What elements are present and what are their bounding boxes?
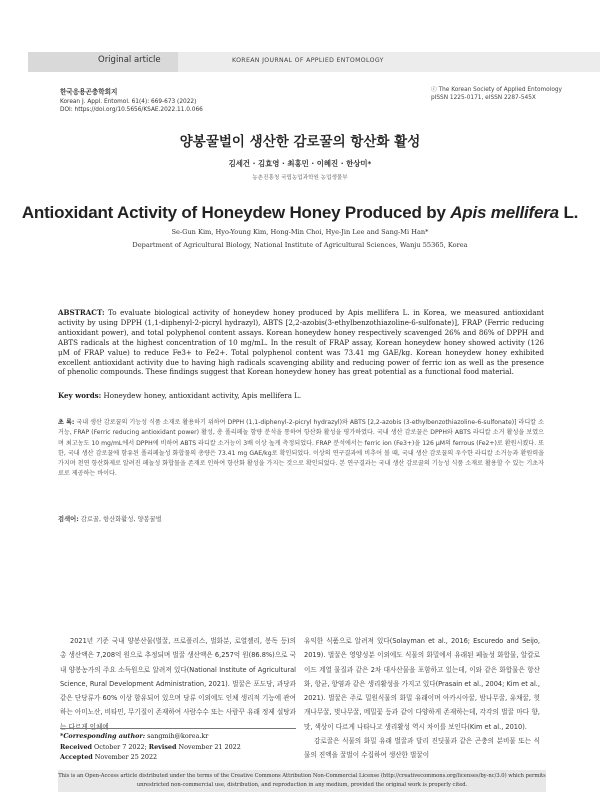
license-box: This is an Open-Access article distributed under the terms of the Creative Commons Attribution Non-Commercial License (http://creativecommons.org/licenses/by-nc/3.0) which permits unrestricted non-commercial use, distribution, and reproduction in any medium, provided the original work is properly cited. — [58, 770, 546, 792]
keywords-korean-label: 검색어: — [58, 516, 79, 523]
body-column-right — [304, 634, 540, 763]
title-english — [0, 203, 600, 223]
body-column-left — [60, 634, 296, 734]
journal-kr: 한국응용곤충학회지 — [60, 88, 118, 96]
abstract-korean-text: 국내 생산 감로꿀의 기능성 식품 소재로 활용하기 위하여 DPPH (1,1-diphenyl-2-picryl hydrazyl)와 ABTS [2,2-azobis (3-ethylbenzothiazoline-6-sulfonate)] 라디칼 소거능, FRAP (Ferric reducing antioxidant power) 활성, 총 폴리페놀 함량 분석을 통하여 항산화 활성을 평가하였다. 국내 생산 감로꿀은 DPPH와 ABTS 라디칼 소거 활성을 보였으며 최고농도 10 mg/mL에서 DPPH에 비하여 ABTS 라디칼 소거능이 3배 이상 높게 측정되었다. FRAP 분석에서는 ferric ion (Fe3+)을 126 μM의 ferrous (Fe2+)로 환원시켰다. 또한, 국내 생산 감로꿀에 함유된 폴리페놀성 화합물의 총량은 73.41 mg GAE/kg로 확인되었다. 이상의 연구결과에 비추어 볼 때, 국내 생산 감로꿀의 우수한 라디칼 소거능과 환원력을 가지며 천연 항산화제로 알려진 페놀성 화합물을 존재로 인하여 항산화 활성을 가지는 것으로 확인되었다. 본 연구결과는 국내 생산 감로꿀의 기능성 식품 소재로 활용할 수 있는 기초자료로 제공하는 바이다. — [58, 419, 544, 478]
authors-korean: 김세건 · 김효영 · 최홍민 · 이혜진 · 한상미* — [228, 159, 372, 168]
keywords-korean — [58, 514, 544, 523]
body-paragraph: 감로꿀은 식물의 화밀 유래 벌꿀과 달리 진딧물과 같은 곤충의 분비물 또는 식물의 진액을 꿀벌이 수집하여 생산한 벌꿀이 — [304, 737, 540, 760]
society-block — [431, 86, 562, 102]
affiliation-korean: 농촌진흥청 국립농업과학원 농업생물부 — [252, 175, 348, 181]
accepted-label: Accepted — [60, 753, 93, 761]
keywords-korean-text: 감로꿀, 항산화활성, 양봉꿀벌 — [78, 516, 162, 523]
accepted — [60, 752, 296, 763]
citation: Korean J. Appl. Entomol. 61(4): 669-673 (2022) — [60, 99, 197, 105]
affiliation-english: Department of Agricultural Biology, National Institute of Agricultural Sciences, Wanju 55365, Korea — [132, 241, 468, 249]
title-english-prefix: Antioxidant Activity of Honeydew Honey Produced by — [21, 203, 451, 222]
citation-block — [60, 86, 203, 114]
body-paragraph: 2021년 기준 국내 양봉산물(벌꿀, 프로폴리스, 벌화분, 로열젤리, 봉독 등)의 총 생산액은 7,208억 원으로 추정되며 벌꿀 생산액은 6,257억 원(86.8%)으로 국내 양봉농가의 주요 소득원으로 알려져 있다(National Institute of Agricultural Science, Rural Development Administration, 2021). 벌꿀은 포도당, 과당과 같은 단당류가 60% 이상 함유되어 있으며 당류 이외에도 인체 생리적 기능에 관여하는 아미노산, 비타민, 무기질이 존재하여 사람수수 또는 사람꾸 유래 정제 설탕과는 다르게 인체에 — [60, 637, 296, 731]
received-revised — [60, 742, 296, 753]
footnote — [60, 731, 296, 763]
title-korean: 양봉꿀벌이 생산한 감로꿀의 항산화 활성 — [179, 134, 421, 150]
keywords-english-text: Honeydew honey, antioxidant activity, Apis mellifera L. — [101, 391, 302, 400]
corresponding-email[interactable]: sangmih@korea.kr — [145, 732, 209, 740]
corresponding-author — [60, 731, 296, 742]
body-paragraph: 유익한 식품으로 알려져 있다(Solayman et al., 2016; Escuredo and Seijo, 2019). 벌꿀은 영양성분 이외에도 식물의 화밀에서 유래된 페놀성 화합물, 알칼로이드 계열 물질과 같은 2차 대사산물을 포함하고 있는데, 이와 같은 화합물은 항산화, 항균, 항염과 같은 생리활성을 가지고 있다(Prasain et al., 2004; Kim et al., 2021). 벌꿀은 주로 밀원식물의 화밀 유래이며 아카시아꿀, 밤나무꿀, 유채꿀, 헛개나무꿀, 벚나무꿀, 메밀꽃 등과 같이 다양하게 존재하는데, 각각의 벌꿀 마다 향, 맛, 색상이 다르게 나타나고 생리활성 역시 차이를 보인다(Kim et al., 2010). — [304, 637, 540, 731]
corresponding-label: *Corresponding author: — [60, 732, 146, 740]
issn: pISSN 1225-0171, eISSN 2287-545X — [430, 95, 536, 101]
journal-name: KOREAN JOURNAL OF APPLIED ENTOMOLOGY — [232, 57, 384, 64]
footnote-divider — [60, 728, 296, 729]
article-type-box — [28, 52, 178, 72]
society: ⓒ The Korean Society of Applied Entomology — [430, 87, 562, 93]
accepted-date: November 25 2022 — [92, 753, 158, 761]
header-bar — [0, 52, 600, 72]
abstract-text: To evaluate biological activity of honeydew honey produced by Apis mellifera L. in Korea, we measured antioxidant activity by using DPPH (1,1-diphenyl-2-picryl hydrazyl), ABTS [2,2-azobis(3-ethylbenzothiazoline-6-sulfonate)], FRAP (Ferric reducing antioxidant power), and total polyphenol content assays. Korean honeydew honey respectively scavenged 26% and 86% of DPPH and ABTS radicals at the highest concentration of 10 mg/mL. In the result of FRAP assay, Korean honeydew honey showed activity (126 μM of FRAP value) to reduce Fe3+ to Fe2+. Total polyphenol content was 73.41 mg GAE/kg. Korean honeydew honey exhibited excellent antioxidant activity due to having high radicals scavenging ability and reducing power of ferric ion as well as the presence of phenolic compounds. These findings suggest that Korean honeydew honey has great potential as a functional food material. — [58, 308, 544, 377]
abstract — [58, 308, 544, 377]
keywords-english-label: Key words: — [58, 391, 102, 400]
received-label: Received — [60, 742, 93, 751]
article-type: Original article — [98, 55, 161, 65]
received-date: October 7 2022; — [92, 742, 149, 751]
revised-date: November 21 2022 — [176, 742, 241, 751]
doi-link[interactable]: DOI: https://doi.org/10.5656/KSAE.2022.11.0.066 — [60, 107, 203, 113]
abstract-label: ABSTRACT: — [58, 308, 105, 317]
authors-english: Se-Gun Kim, Hyo-Young Kim, Hong-Min Choi, Hye-Jin Lee and Sang-Mi Han* — [171, 228, 429, 236]
abstract-korean — [58, 418, 544, 480]
keywords-english — [58, 391, 544, 400]
title-english-suffix: L. — [558, 203, 579, 222]
revised-label: Revised — [148, 742, 177, 751]
title-english-species: Apis mellifera — [450, 203, 559, 222]
abstract-korean-label: 초 록: — [58, 419, 75, 426]
